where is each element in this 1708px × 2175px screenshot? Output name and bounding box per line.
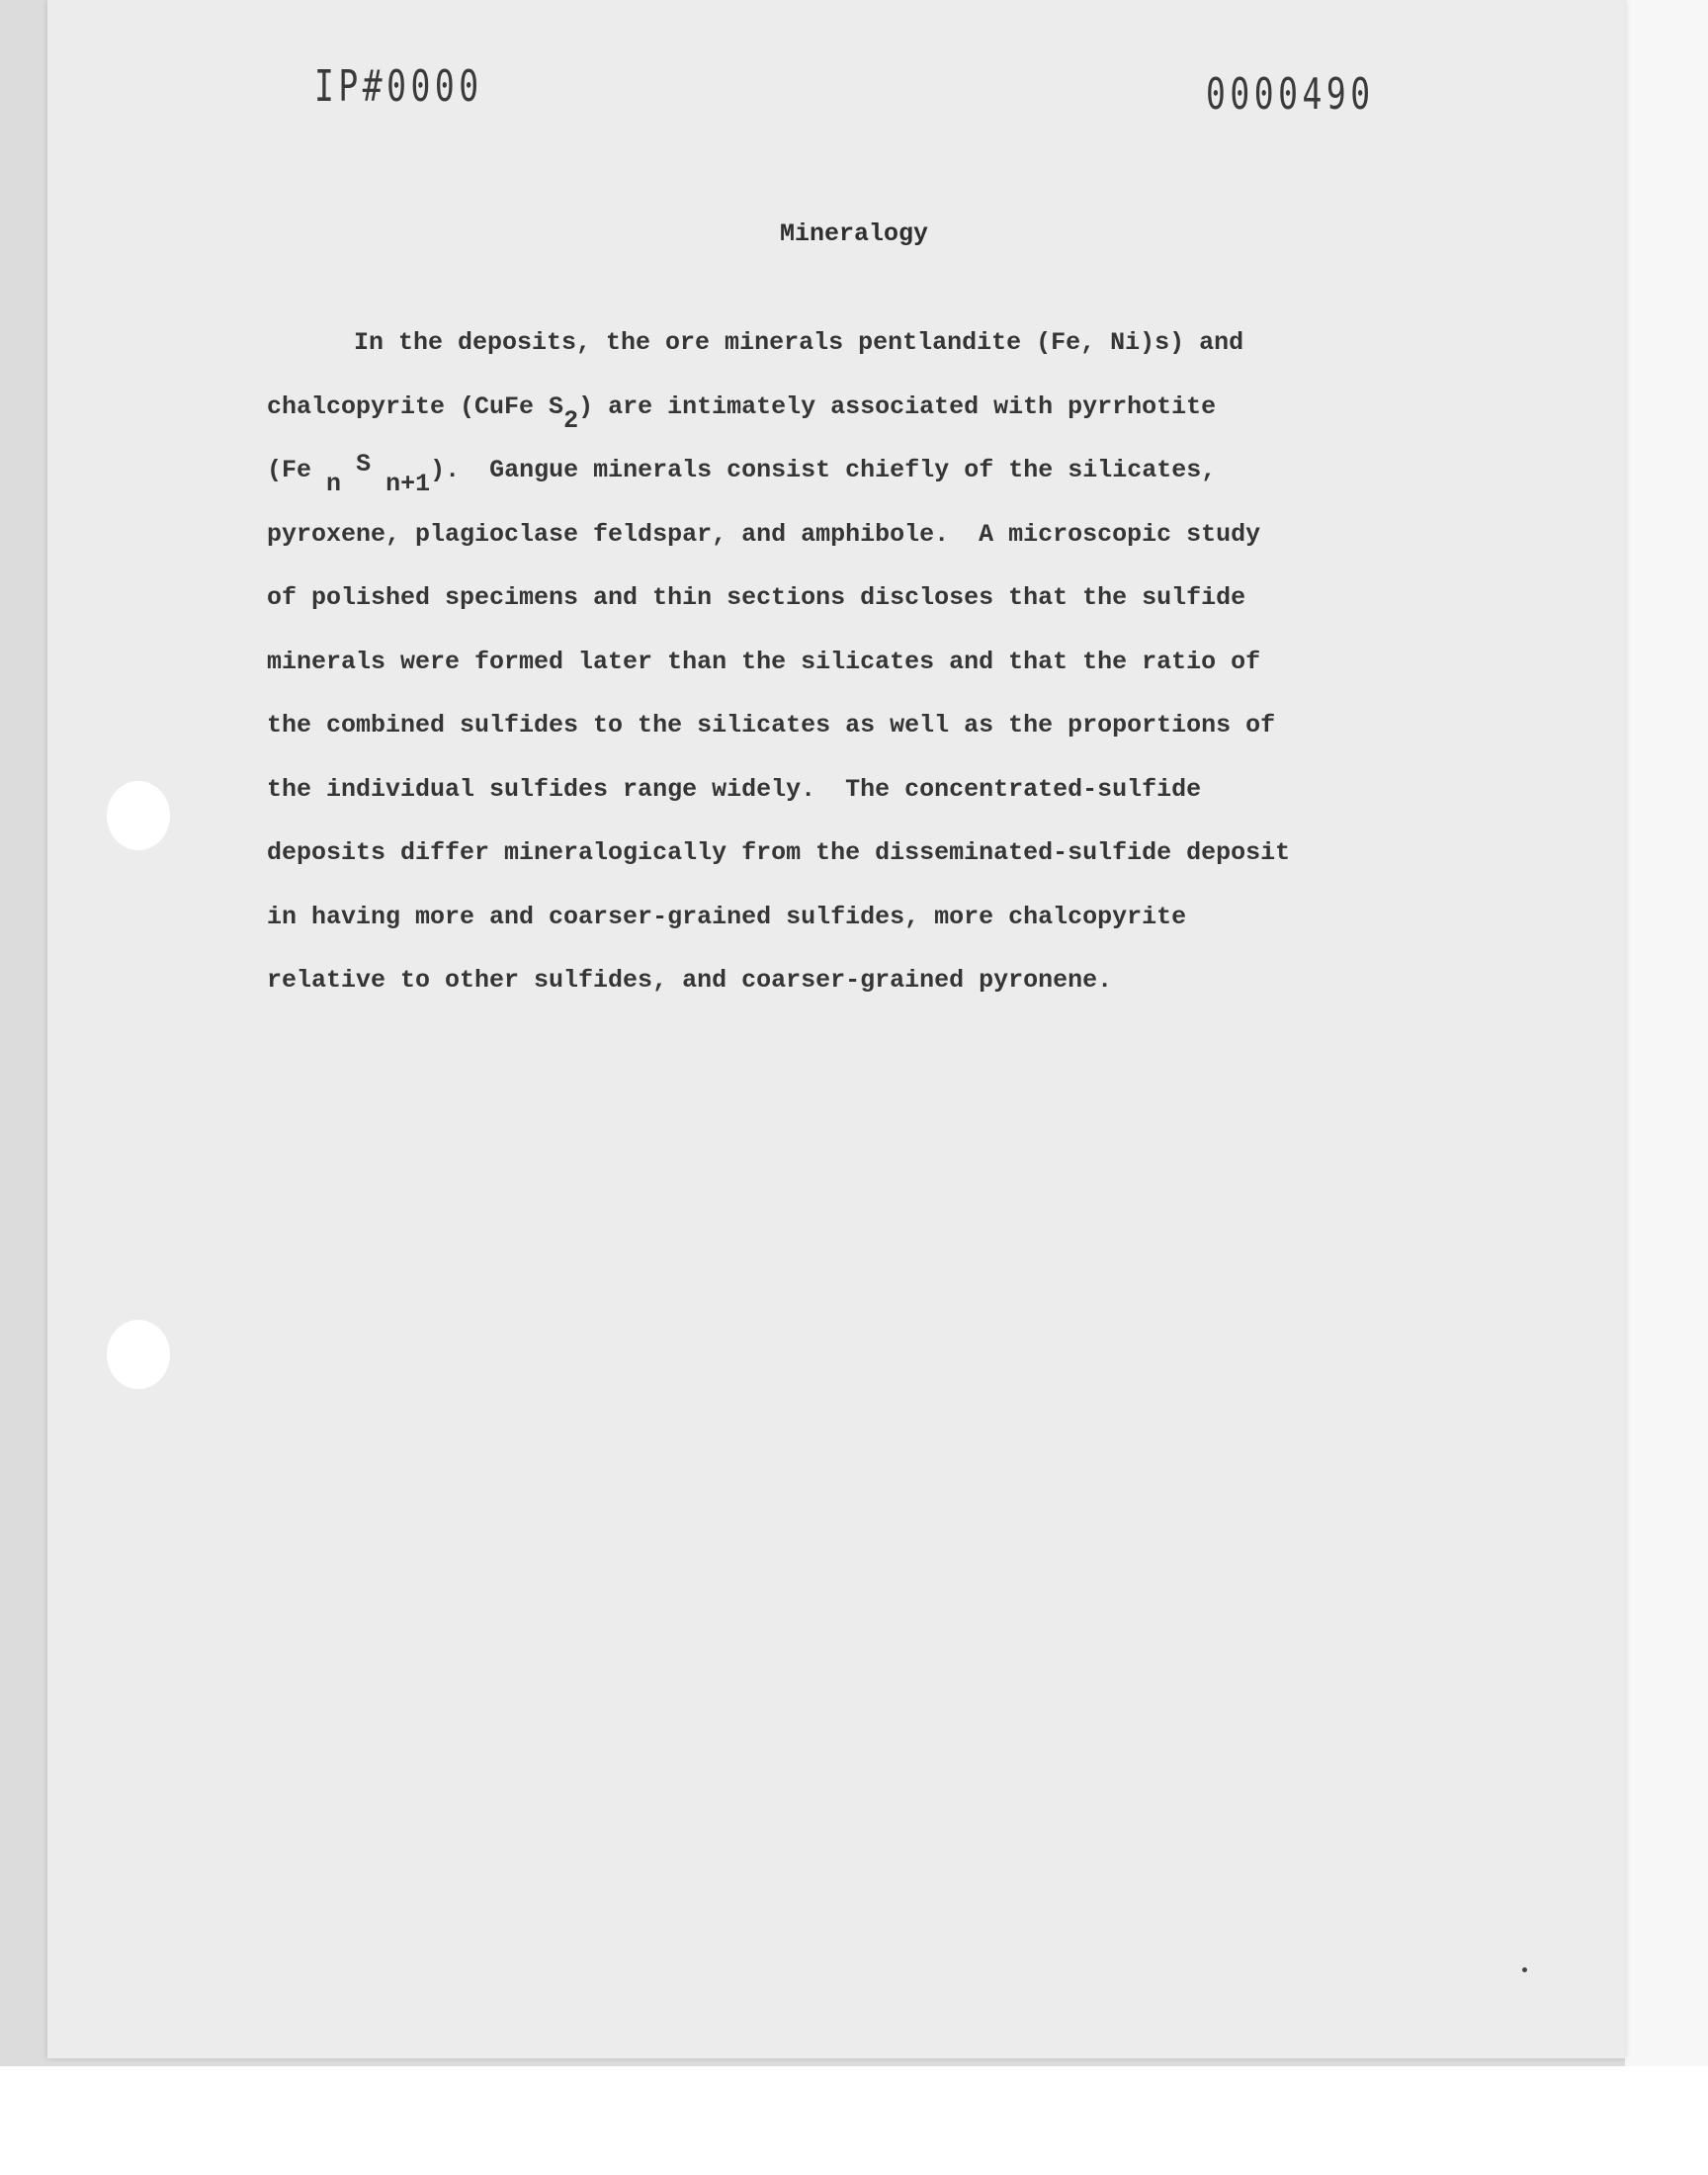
document-page [47,0,1625,2058]
paragraph-line [267,439,1433,503]
text-segment: (Fe [267,456,312,484]
page-title: Mineralogy [779,219,929,248]
paragraph-line: the individual sulfides range widely. The concentrated-sulfide [267,774,1202,804]
paragraph-line: the combined sulfides to the silicates as well as the proportions of [267,711,1276,740]
paragraph-line: relative to other sulfides, and coarser-grained pyronene. [267,966,1113,995]
subscript: n [326,470,342,498]
paragraph-line [267,376,1433,440]
punch-hole [107,1320,170,1389]
text-segment: ). Gangue minerals consist chiefly of the silicates, [430,456,1217,484]
subscript: n+1 [385,470,431,498]
paragraph-line: deposits differ mineralogically from the disseminated-sulfide deposit [267,838,1291,867]
scan-edge-strip [1625,0,1708,2066]
punch-hole [107,781,170,850]
subscript: 2 [563,405,579,435]
paragraph-line: In the deposits, the ore minerals pentlandite (Fe, Ni)s) and [354,328,1244,357]
paragraph-line: minerals were formed later than the silicates and that the ratio of [267,647,1261,676]
body-paragraph [267,311,1433,1013]
text-segment: chalcopyrite (CuFe S [267,392,564,421]
paragraph-line: in having more and coarser-grained sulfides, more chalcopyrite [267,902,1187,931]
paragraph-line: of polished specimens and thin sections discloses that the sulfide [267,583,1246,612]
text-segment: ) are intimately associated with pyrrhotite [578,392,1217,421]
document-id-stamp: IP#0000 [314,61,483,112]
page-number-stamp: 0000490 [1206,69,1375,120]
text-segment: S [356,450,372,478]
paragraph-line: pyroxene, plagioclase feldspar, and amphibole. A microscopic study [267,519,1261,549]
scan-artifact-dot [1522,1967,1527,1972]
